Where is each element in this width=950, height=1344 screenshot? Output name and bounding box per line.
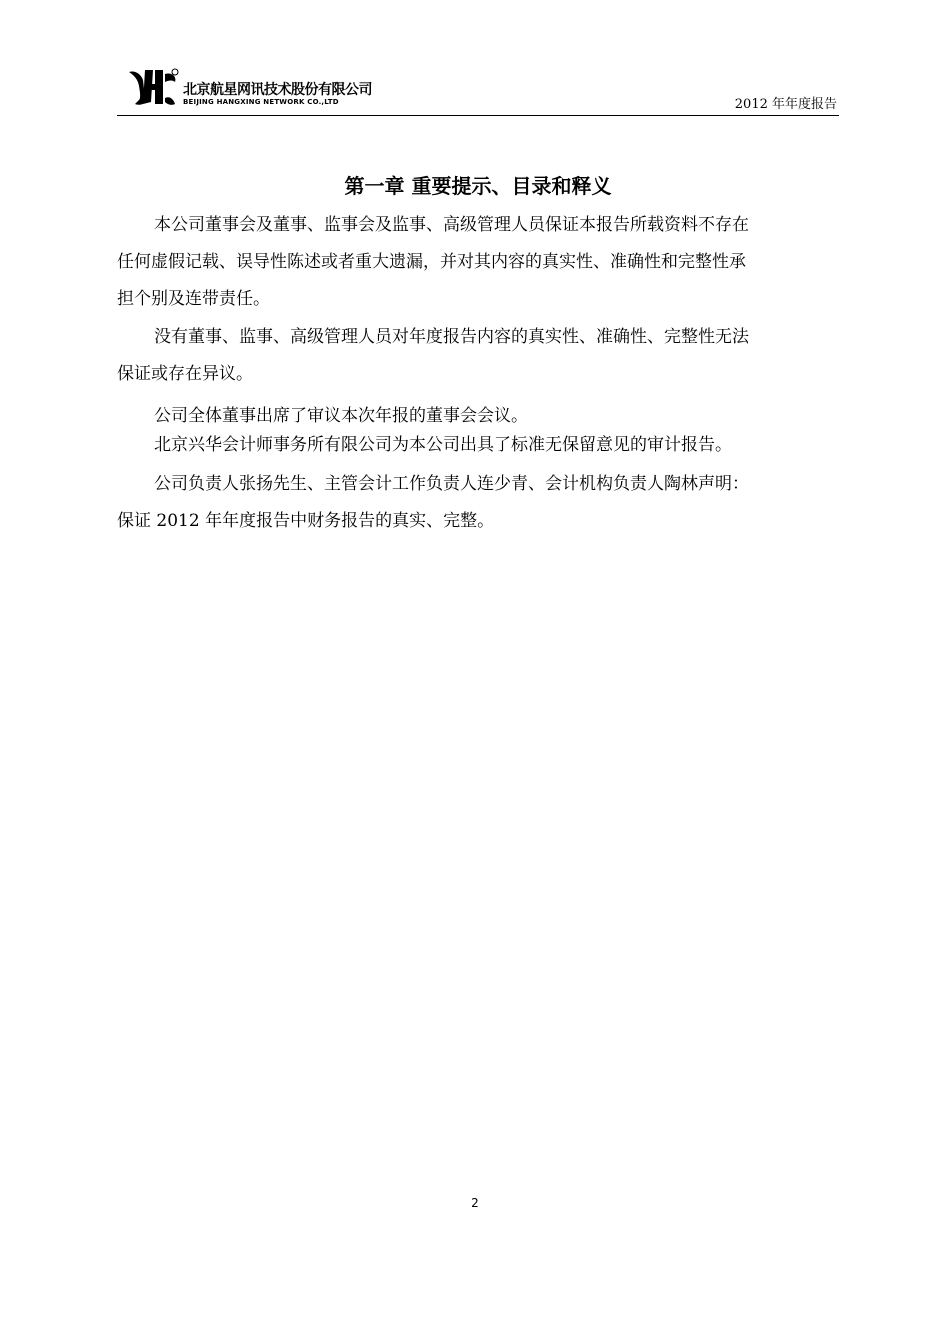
chapter-title: 第一章 重要提示、目录和释义 [344, 174, 612, 198]
company-logo-mark-icon [125, 68, 181, 110]
paragraph-line: 本公司董事会及董事、监事会及监事、高级管理人员保证本报告所载资料不存在 [154, 215, 749, 235]
paragraph-responsible-persons [117, 466, 839, 540]
page-header [117, 60, 839, 116]
paragraph-no-objection [117, 319, 839, 393]
page-number: 2 [471, 1196, 479, 1210]
paragraph-line: 保证或存在异议。 [117, 364, 253, 384]
paragraph-line: 公司负责人张扬先生、主管会计工作负责人连少青、会计机构负责人陶林声明： [154, 474, 749, 494]
company-logo [125, 68, 385, 110]
paragraph-line: 保证 2012 年年度报告中财务报告的真实、完整。 [117, 511, 495, 531]
paragraph-line: 北京兴华会计师事务所有限公司为本公司出具了标准无保留意见的审计报告。 [154, 435, 732, 455]
header-divider [117, 115, 839, 116]
paragraph-line: 担个别及连带责任。 [117, 289, 270, 309]
paragraph-line: 公司全体董事出席了审议本次年报的董事会会议。 [154, 406, 528, 426]
company-name-en: BEIJING HANGXING NETWORK CO.,LTD [183, 98, 339, 106]
paragraph-line: 任何虚假记载、误导性陈述或者重大遗漏，并对其内容的真实性、准确性和完整性承 [117, 252, 746, 272]
paragraph-audit-opinion [117, 427, 839, 464]
report-label: 2012 年年度报告 [734, 97, 837, 112]
paragraph-line: 没有董事、监事、高级管理人员对年度报告内容的真实性、准确性、完整性无法 [154, 327, 749, 347]
paragraph-board-statement [117, 207, 839, 318]
company-name-cn: 北京航星网讯技术股份有限公司 [183, 82, 372, 98]
